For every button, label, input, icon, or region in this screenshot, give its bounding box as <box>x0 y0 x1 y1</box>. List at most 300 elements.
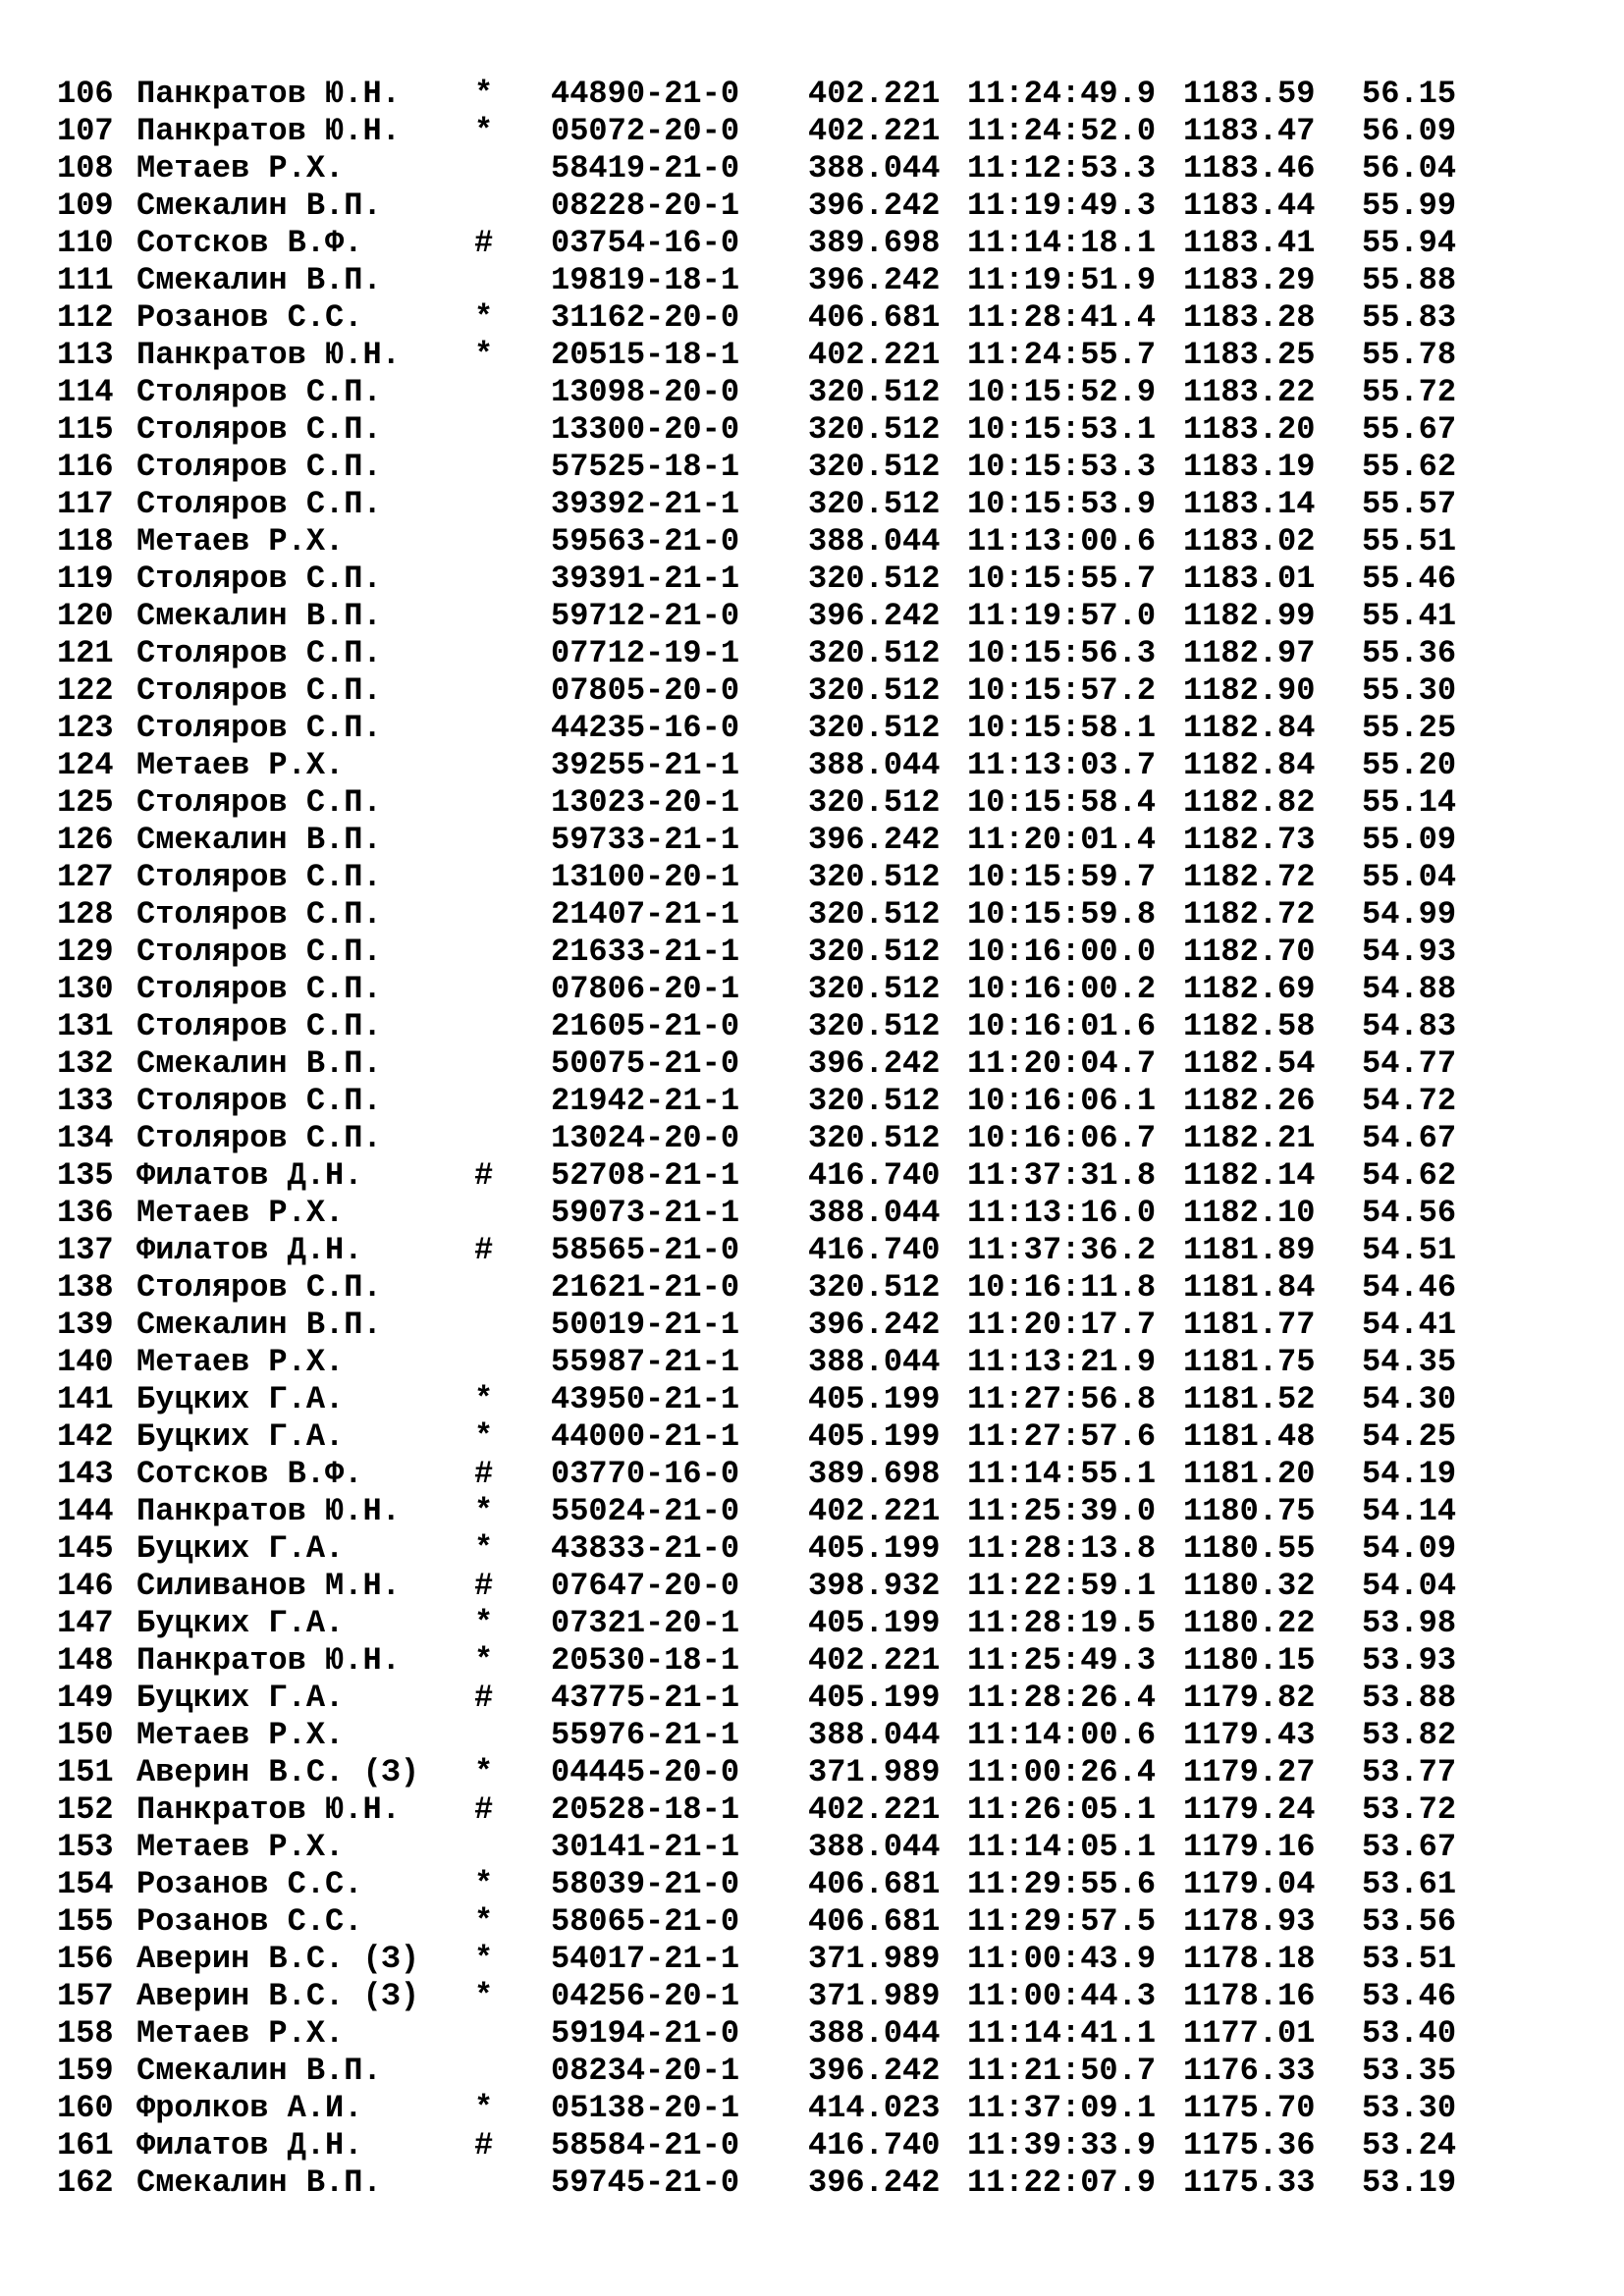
arrival-time: 10:16:00.2 <box>967 971 1157 1007</box>
ring-number: 58039-21-0 <box>551 1866 740 1902</box>
ring-number: 59073-21-1 <box>551 1195 740 1231</box>
table-row <box>57 1456 1480 1493</box>
row-number: 132 <box>57 1045 114 1082</box>
fancier-name: Столяров С.П. <box>136 1008 382 1044</box>
score-value: 55.72 <box>1362 374 1457 410</box>
row-number: 116 <box>57 449 114 485</box>
fancier-name: Столяров С.П. <box>136 374 382 410</box>
row-mark: # <box>474 1791 494 1828</box>
row-number: 117 <box>57 486 114 522</box>
ring-number: 21633-21-1 <box>551 934 740 970</box>
speed-value: 1183.22 <box>1183 374 1316 410</box>
speed-value: 1176.33 <box>1183 2053 1316 2089</box>
fancier-name: Панкратов Ю.Н. <box>136 337 401 373</box>
speed-value: 1178.18 <box>1183 1941 1316 1977</box>
distance-value: 396.242 <box>808 822 941 858</box>
fancier-name: Смекалин В.П. <box>136 2053 382 2089</box>
row-number: 122 <box>57 672 114 709</box>
ring-number: 07805-20-0 <box>551 672 740 709</box>
row-number: 124 <box>57 747 114 783</box>
row-number: 131 <box>57 1008 114 1044</box>
table-row <box>57 822 1480 859</box>
results-body <box>57 76 1480 2202</box>
row-number: 156 <box>57 1941 114 1977</box>
ring-number: 59712-21-0 <box>551 598 740 634</box>
distance-value: 405.199 <box>808 1530 941 1567</box>
score-value: 56.09 <box>1362 113 1457 149</box>
arrival-time: 11:27:57.6 <box>967 1418 1157 1455</box>
row-mark <box>474 635 551 672</box>
distance-value: 402.221 <box>808 1791 941 1828</box>
distance-value: 416.740 <box>808 2127 941 2163</box>
distance-value: 320.512 <box>808 934 941 970</box>
distance-value: 320.512 <box>808 1083 941 1119</box>
distance-value: 402.221 <box>808 1493 941 1529</box>
ring-number: 13023-20-1 <box>551 784 740 821</box>
arrival-time: 10:16:11.8 <box>967 1269 1157 1306</box>
table-row <box>57 1008 1480 1045</box>
speed-value: 1183.41 <box>1183 225 1316 261</box>
row-number: 153 <box>57 1829 114 1865</box>
row-number: 135 <box>57 1157 114 1194</box>
distance-value: 396.242 <box>808 1307 941 1343</box>
row-number: 129 <box>57 934 114 970</box>
arrival-time: 11:22:59.1 <box>967 1568 1157 1604</box>
distance-value: 406.681 <box>808 1866 941 1902</box>
ring-number: 20530-18-1 <box>551 1642 740 1679</box>
table-row <box>57 76 1480 113</box>
table-row <box>57 1903 1480 1941</box>
score-value: 53.35 <box>1362 2053 1457 2089</box>
score-value: 54.62 <box>1362 1157 1457 1194</box>
fancier-name: Буцких Г.А. <box>136 1381 345 1417</box>
speed-value: 1179.24 <box>1183 1791 1316 1828</box>
score-value: 54.46 <box>1362 1269 1457 1306</box>
ring-number: 43775-21-1 <box>551 1680 740 1716</box>
table-row <box>57 710 1480 747</box>
ring-number: 08234-20-1 <box>551 2053 740 2089</box>
distance-value: 320.512 <box>808 1120 941 1156</box>
fancier-name: Столяров С.П. <box>136 635 382 671</box>
arrival-time: 10:15:56.3 <box>967 635 1157 671</box>
speed-value: 1180.55 <box>1183 1530 1316 1567</box>
arrival-time: 11:13:00.6 <box>967 523 1157 560</box>
arrival-time: 10:15:53.3 <box>967 449 1157 485</box>
score-value: 54.41 <box>1362 1307 1457 1343</box>
score-value: 55.99 <box>1362 187 1457 224</box>
ring-number: 58419-21-0 <box>551 150 740 187</box>
ring-number: 44235-16-0 <box>551 710 740 746</box>
ring-number: 59745-21-0 <box>551 2164 740 2201</box>
fancier-name: Столяров С.П. <box>136 1269 382 1306</box>
distance-value: 320.512 <box>808 672 941 709</box>
table-row <box>57 1157 1480 1195</box>
arrival-time: 10:16:06.7 <box>967 1120 1157 1156</box>
row-mark: * <box>474 1941 494 1977</box>
score-value: 53.46 <box>1362 1978 1457 2014</box>
speed-value: 1182.99 <box>1183 598 1316 634</box>
score-value: 53.30 <box>1362 2090 1457 2126</box>
arrival-time: 11:24:55.7 <box>967 337 1157 373</box>
table-row <box>57 1754 1480 1791</box>
row-mark <box>474 1344 551 1381</box>
row-number: 107 <box>57 113 114 149</box>
fancier-name: Столяров С.П. <box>136 784 382 821</box>
speed-value: 1183.29 <box>1183 262 1316 298</box>
row-mark: * <box>474 299 494 336</box>
ring-number: 13100-20-1 <box>551 859 740 895</box>
row-number: 149 <box>57 1680 114 1716</box>
speed-value: 1182.26 <box>1183 1083 1316 1119</box>
ring-number: 07321-20-1 <box>551 1605 740 1641</box>
row-mark: * <box>474 76 494 112</box>
results-table <box>57 76 1480 2202</box>
row-number: 155 <box>57 1903 114 1940</box>
ring-number: 05138-20-1 <box>551 2090 740 2126</box>
score-value: 53.19 <box>1362 2164 1457 2201</box>
row-mark <box>474 1045 551 1083</box>
fancier-name: Панкратов Ю.Н. <box>136 113 401 149</box>
table-row <box>57 784 1480 822</box>
arrival-time: 11:12:53.3 <box>967 150 1157 187</box>
score-value: 54.83 <box>1362 1008 1457 1044</box>
row-number: 147 <box>57 1605 114 1641</box>
table-row <box>57 150 1480 187</box>
distance-value: 371.989 <box>808 1978 941 2014</box>
speed-value: 1182.14 <box>1183 1157 1316 1194</box>
arrival-time: 11:14:00.6 <box>967 1717 1157 1753</box>
table-row <box>57 672 1480 710</box>
row-mark <box>474 523 551 561</box>
ring-number: 52708-21-1 <box>551 1157 740 1194</box>
score-value: 55.88 <box>1362 262 1457 298</box>
score-value: 54.09 <box>1362 1530 1457 1567</box>
table-row <box>57 1493 1480 1530</box>
speed-value: 1181.52 <box>1183 1381 1316 1417</box>
table-row <box>57 1642 1480 1680</box>
row-mark: * <box>474 1381 494 1417</box>
row-mark <box>474 747 551 784</box>
speed-value: 1183.19 <box>1183 449 1316 485</box>
row-number: 146 <box>57 1568 114 1604</box>
ring-number: 21942-21-1 <box>551 1083 740 1119</box>
row-mark <box>474 1829 551 1866</box>
row-mark: # <box>474 1680 494 1716</box>
row-mark: # <box>474 2127 494 2163</box>
row-mark <box>474 1307 551 1344</box>
row-number: 139 <box>57 1307 114 1343</box>
ring-number: 39392-21-1 <box>551 486 740 522</box>
row-number: 112 <box>57 299 114 336</box>
table-row <box>57 449 1480 486</box>
row-number: 144 <box>57 1493 114 1529</box>
distance-value: 388.044 <box>808 150 941 187</box>
row-mark: * <box>474 1493 494 1529</box>
row-mark: * <box>474 1754 494 1790</box>
ring-number: 04445-20-0 <box>551 1754 740 1790</box>
score-value: 54.67 <box>1362 1120 1457 1156</box>
score-value: 54.51 <box>1362 1232 1457 1268</box>
table-row <box>57 1269 1480 1307</box>
score-value: 54.93 <box>1362 934 1457 970</box>
table-row <box>57 971 1480 1008</box>
arrival-time: 11:29:57.5 <box>967 1903 1157 1940</box>
fancier-name: Буцких Г.А. <box>136 1418 345 1455</box>
table-row <box>57 1083 1480 1120</box>
distance-value: 371.989 <box>808 1754 941 1790</box>
score-value: 55.51 <box>1362 523 1457 560</box>
row-mark <box>474 561 551 598</box>
row-mark <box>474 784 551 822</box>
row-mark: # <box>474 225 494 261</box>
table-row <box>57 859 1480 896</box>
ring-number: 13098-20-0 <box>551 374 740 410</box>
row-mark: * <box>474 113 494 149</box>
score-value: 55.67 <box>1362 411 1457 448</box>
fancier-name: Столяров С.П. <box>136 934 382 970</box>
fancier-name: Столяров С.П. <box>136 449 382 485</box>
table-row <box>57 2164 1480 2202</box>
row-number: 157 <box>57 1978 114 2014</box>
speed-value: 1175.36 <box>1183 2127 1316 2163</box>
ring-number: 07806-20-1 <box>551 971 740 1007</box>
distance-value: 320.512 <box>808 710 941 746</box>
arrival-time: 10:15:53.9 <box>967 486 1157 522</box>
row-mark <box>474 859 551 896</box>
arrival-time: 11:20:01.4 <box>967 822 1157 858</box>
score-value: 53.61 <box>1362 1866 1457 1902</box>
score-value: 54.04 <box>1362 1568 1457 1604</box>
row-mark: # <box>474 1568 494 1604</box>
arrival-time: 11:28:41.4 <box>967 299 1157 336</box>
speed-value: 1182.72 <box>1183 859 1316 895</box>
row-number: 154 <box>57 1866 114 1902</box>
arrival-time: 11:27:56.8 <box>967 1381 1157 1417</box>
score-value: 53.67 <box>1362 1829 1457 1865</box>
speed-value: 1179.82 <box>1183 1680 1316 1716</box>
arrival-time: 10:15:59.8 <box>967 896 1157 933</box>
score-value: 55.04 <box>1362 859 1457 895</box>
arrival-time: 11:20:17.7 <box>967 1307 1157 1343</box>
table-row <box>57 374 1480 411</box>
row-mark: * <box>474 1866 494 1902</box>
arrival-time: 11:24:52.0 <box>967 113 1157 149</box>
distance-value: 396.242 <box>808 2164 941 2201</box>
fancier-name: Аверин В.С. (З) <box>136 1978 420 2014</box>
table-row <box>57 1717 1480 1754</box>
distance-value: 402.221 <box>808 1642 941 1679</box>
score-value: 54.25 <box>1362 1418 1457 1455</box>
speed-value: 1182.70 <box>1183 934 1316 970</box>
ring-number: 21605-21-0 <box>551 1008 740 1044</box>
table-row <box>57 1568 1480 1605</box>
arrival-time: 11:13:16.0 <box>967 1195 1157 1231</box>
arrival-time: 11:22:07.9 <box>967 2164 1157 2201</box>
fancier-name: Столяров С.П. <box>136 1120 382 1156</box>
speed-value: 1178.93 <box>1183 1903 1316 1940</box>
distance-value: 414.023 <box>808 2090 941 2126</box>
ring-number: 13024-20-0 <box>551 1120 740 1156</box>
row-mark <box>474 449 551 486</box>
row-mark <box>474 1269 551 1307</box>
arrival-time: 11:28:26.4 <box>967 1680 1157 1716</box>
ring-number: 59194-21-0 <box>551 2015 740 2052</box>
row-number: 125 <box>57 784 114 821</box>
distance-value: 396.242 <box>808 187 941 224</box>
distance-value: 396.242 <box>808 1045 941 1082</box>
row-mark <box>474 187 551 225</box>
table-row <box>57 1866 1480 1903</box>
score-value: 55.14 <box>1362 784 1457 821</box>
fancier-name: Смекалин В.П. <box>136 1307 382 1343</box>
score-value: 55.94 <box>1362 225 1457 261</box>
arrival-time: 10:15:57.2 <box>967 672 1157 709</box>
row-mark <box>474 2053 551 2090</box>
row-number: 118 <box>57 523 114 560</box>
table-row <box>57 1195 1480 1232</box>
ring-number: 55976-21-1 <box>551 1717 740 1753</box>
row-mark <box>474 822 551 859</box>
row-number: 121 <box>57 635 114 671</box>
row-number: 145 <box>57 1530 114 1567</box>
ring-number: 04256-20-1 <box>551 1978 740 2014</box>
score-value: 56.15 <box>1362 76 1457 112</box>
distance-value: 371.989 <box>808 1941 941 1977</box>
fancier-name: Фролков А.И. <box>136 2090 363 2126</box>
row-mark <box>474 896 551 934</box>
fancier-name: Розанов С.С. <box>136 1866 363 1902</box>
speed-value: 1183.47 <box>1183 113 1316 149</box>
speed-value: 1183.14 <box>1183 486 1316 522</box>
arrival-time: 11:13:21.9 <box>967 1344 1157 1380</box>
table-row <box>57 113 1480 150</box>
table-row <box>57 2127 1480 2164</box>
distance-value: 320.512 <box>808 1008 941 1044</box>
ring-number: 58565-21-0 <box>551 1232 740 1268</box>
ring-number: 20528-18-1 <box>551 1791 740 1828</box>
row-mark <box>474 1008 551 1045</box>
table-row <box>57 2090 1480 2127</box>
distance-value: 320.512 <box>808 449 941 485</box>
fancier-name: Сотсков В.Ф. <box>136 225 363 261</box>
arrival-time: 11:14:55.1 <box>967 1456 1157 1492</box>
row-mark <box>474 262 551 299</box>
fancier-name: Столяров С.П. <box>136 971 382 1007</box>
score-value: 53.77 <box>1362 1754 1457 1790</box>
score-value: 55.41 <box>1362 598 1457 634</box>
ring-number: 59563-21-0 <box>551 523 740 560</box>
score-value: 53.82 <box>1362 1717 1457 1753</box>
fancier-name: Филатов Д.Н. <box>136 2127 363 2163</box>
table-row <box>57 598 1480 635</box>
row-number: 151 <box>57 1754 114 1790</box>
arrival-time: 11:28:13.8 <box>967 1530 1157 1567</box>
speed-value: 1181.48 <box>1183 1418 1316 1455</box>
speed-value: 1181.20 <box>1183 1456 1316 1492</box>
score-value: 54.35 <box>1362 1344 1457 1380</box>
speed-value: 1181.89 <box>1183 1232 1316 1268</box>
table-row <box>57 337 1480 374</box>
speed-value: 1181.77 <box>1183 1307 1316 1343</box>
row-number: 123 <box>57 710 114 746</box>
row-mark <box>474 971 551 1008</box>
speed-value: 1180.32 <box>1183 1568 1316 1604</box>
ring-number: 58065-21-0 <box>551 1903 740 1940</box>
score-value: 54.14 <box>1362 1493 1457 1529</box>
fancier-name: Метаев Р.Х. <box>136 747 345 783</box>
fancier-name: Столяров С.П. <box>136 1083 382 1119</box>
score-value: 54.30 <box>1362 1381 1457 1417</box>
arrival-time: 10:15:58.4 <box>967 784 1157 821</box>
table-row <box>57 523 1480 561</box>
speed-value: 1175.33 <box>1183 2164 1316 2201</box>
row-number: 140 <box>57 1344 114 1380</box>
row-number: 127 <box>57 859 114 895</box>
ring-number: 44000-21-1 <box>551 1418 740 1455</box>
arrival-time: 11:25:49.3 <box>967 1642 1157 1679</box>
row-mark: # <box>474 1157 494 1194</box>
ring-number: 07712-19-1 <box>551 635 740 671</box>
distance-value: 320.512 <box>808 635 941 671</box>
speed-value: 1179.16 <box>1183 1829 1316 1865</box>
row-number: 134 <box>57 1120 114 1156</box>
score-value: 54.77 <box>1362 1045 1457 1082</box>
arrival-time: 10:15:58.1 <box>967 710 1157 746</box>
fancier-name: Метаев Р.Х. <box>136 523 345 560</box>
row-number: 110 <box>57 225 114 261</box>
row-mark <box>474 672 551 710</box>
table-row <box>57 1418 1480 1456</box>
row-mark <box>474 1120 551 1157</box>
ring-number: 13300-20-0 <box>551 411 740 448</box>
row-mark <box>474 150 551 187</box>
row-mark <box>474 1717 551 1754</box>
row-number: 126 <box>57 822 114 858</box>
distance-value: 396.242 <box>808 2053 941 2089</box>
distance-value: 396.242 <box>808 598 941 634</box>
distance-value: 388.044 <box>808 747 941 783</box>
score-value: 55.25 <box>1362 710 1457 746</box>
table-row <box>57 1941 1480 1978</box>
table-row <box>57 561 1480 598</box>
distance-value: 320.512 <box>808 971 941 1007</box>
fancier-name: Столяров С.П. <box>136 486 382 522</box>
ring-number: 07647-20-0 <box>551 1568 740 1604</box>
arrival-time: 10:15:53.1 <box>967 411 1157 448</box>
ring-number: 21407-21-1 <box>551 896 740 933</box>
table-row <box>57 747 1480 784</box>
fancier-name: Метаев Р.Х. <box>136 1717 345 1753</box>
arrival-time: 10:15:55.7 <box>967 561 1157 597</box>
speed-value: 1182.84 <box>1183 710 1316 746</box>
distance-value: 388.044 <box>808 1344 941 1380</box>
arrival-time: 11:37:36.2 <box>967 1232 1157 1268</box>
speed-value: 1182.21 <box>1183 1120 1316 1156</box>
ring-number: 19819-18-1 <box>551 262 740 298</box>
score-value: 53.51 <box>1362 1941 1457 1977</box>
ring-number: 55024-21-0 <box>551 1493 740 1529</box>
row-mark <box>474 374 551 411</box>
speed-value: 1179.43 <box>1183 1717 1316 1753</box>
speed-value: 1179.04 <box>1183 1866 1316 1902</box>
ring-number: 39255-21-1 <box>551 747 740 783</box>
ring-number: 43950-21-1 <box>551 1381 740 1417</box>
distance-value: 405.199 <box>808 1680 941 1716</box>
score-value: 55.46 <box>1362 561 1457 597</box>
speed-value: 1181.75 <box>1183 1344 1316 1380</box>
row-number: 142 <box>57 1418 114 1455</box>
fancier-name: Смекалин В.П. <box>136 822 382 858</box>
